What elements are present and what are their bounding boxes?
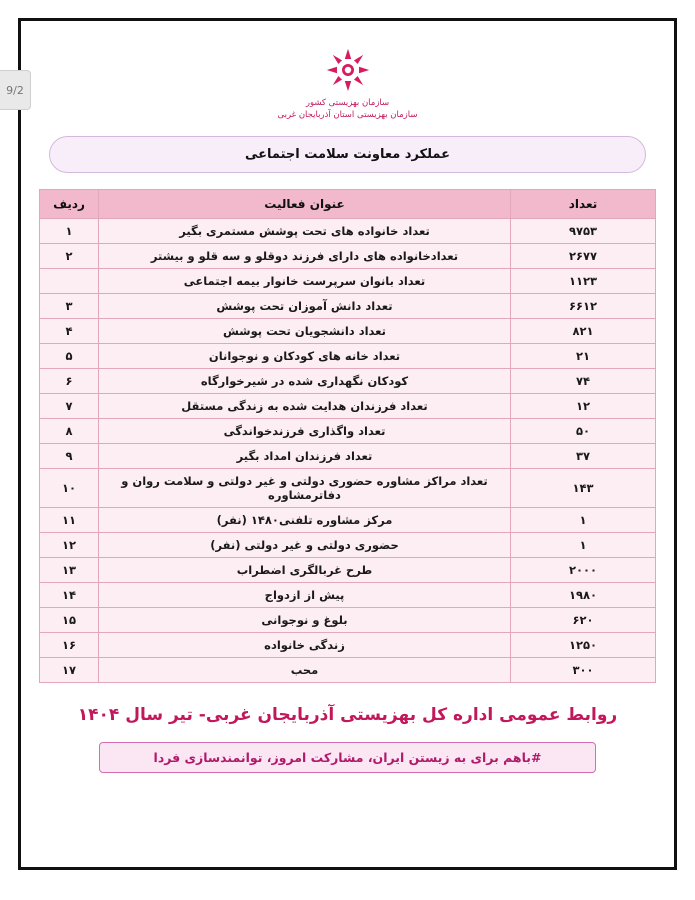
table-row: [40, 632, 656, 657]
cell-index: ۴: [40, 318, 99, 343]
document-sheet: [18, 18, 677, 870]
table-row: [40, 393, 656, 418]
cell-count: ۶۲۰: [511, 607, 656, 632]
cell-index: ۵: [40, 343, 99, 368]
cell-activity: محب: [99, 657, 511, 682]
cell-activity: تعدادخانواده های دارای فرزند دوقلو و سه قلو و بیشتر: [99, 243, 511, 268]
table-row: [40, 443, 656, 468]
cell-activity: تعداد واگذاری فرزندخواندگی: [99, 418, 511, 443]
cell-activity: پیش از ازدواج: [99, 582, 511, 607]
org-name-line2: سازمان بهزیستی استان آذربایجان غربی: [277, 110, 418, 121]
cell-count: ۱۲: [511, 393, 656, 418]
table-row: [40, 657, 656, 682]
table-row: [40, 607, 656, 632]
table-header-row: [40, 189, 656, 218]
cell-activity: تعداد خانه های کودکان و نوجوانان: [99, 343, 511, 368]
cell-activity: تعداد مراکز مشاوره حضوری دولتی و غیر دولتی و سلامت روان و دفاترمشاوره: [99, 468, 511, 507]
page-corner-tab: 9/2: [0, 70, 31, 110]
cell-index: ۱۴: [40, 582, 99, 607]
table-row: [40, 318, 656, 343]
table-row: [40, 557, 656, 582]
table-row: [40, 243, 656, 268]
cell-count: ۶۶۱۲: [511, 293, 656, 318]
cell-index: ۱۱: [40, 507, 99, 532]
table-row: [40, 293, 656, 318]
column-header-activity: عنوان فعالیت: [99, 189, 511, 218]
cell-activity: تعداد فرزندان هدایت شده به زندگی مستقل: [99, 393, 511, 418]
cell-index: ۲: [40, 243, 99, 268]
cell-count: ۱۲۵۰: [511, 632, 656, 657]
cell-count: ۱: [511, 532, 656, 557]
organization-header: [39, 47, 656, 122]
campaign-hashtag: #باهم برای به زیستن ایران، مشارکت امروز، توانمندسازی فردا: [99, 742, 596, 773]
cell-index: ۱۶: [40, 632, 99, 657]
cell-count: ۹۷۵۳: [511, 218, 656, 243]
cell-count: ۱۴۳: [511, 468, 656, 507]
cell-index: ۱۷: [40, 657, 99, 682]
cell-activity: تعداد فرزندان امداد بگیر: [99, 443, 511, 468]
table-header: [40, 189, 656, 218]
table-row: [40, 218, 656, 243]
column-header-count: تعداد: [511, 189, 656, 218]
table-row: [40, 343, 656, 368]
cell-index: ۱۵: [40, 607, 99, 632]
cell-count: ۲۰۰۰: [511, 557, 656, 582]
cell-count: ۱: [511, 507, 656, 532]
cell-index: ۱۲: [40, 532, 99, 557]
cell-index: ۳: [40, 293, 99, 318]
column-header-row: ردیف: [40, 189, 99, 218]
cell-count: ۳۷: [511, 443, 656, 468]
cell-activity: کودکان نگهداری شده در شیرخوارگاه: [99, 368, 511, 393]
cell-index: ۹: [40, 443, 99, 468]
cell-index: ۸: [40, 418, 99, 443]
cell-activity: تعداد خانواده های تحت پوشش مستمری بگیر: [99, 218, 511, 243]
cell-activity: بلوغ و نوجوانی: [99, 607, 511, 632]
cell-index: ۱۰: [40, 468, 99, 507]
performance-table: [39, 189, 656, 683]
table-row: [40, 268, 656, 293]
cell-activity: زندگی خانواده: [99, 632, 511, 657]
cell-activity: تعداد دانش آموزان تحت پوشش: [99, 293, 511, 318]
table-row: [40, 468, 656, 507]
org-name-line1: سازمان بهزیستی کشور: [305, 98, 390, 108]
table-row: [40, 368, 656, 393]
cell-activity: تعداد دانشجویان تحت پوشش: [99, 318, 511, 343]
cell-count: ۵۰: [511, 418, 656, 443]
table-row: [40, 582, 656, 607]
page-title: عملکرد معاونت سلامت اجتماعی: [49, 136, 646, 173]
bahzisti-sun-logo-icon: [325, 47, 371, 93]
cell-count: ۳۰۰: [511, 657, 656, 682]
cell-index: ۷: [40, 393, 99, 418]
cell-activity: طرح غربالگری اضطراب: [99, 557, 511, 582]
cell-index: ۱۳: [40, 557, 99, 582]
cell-activity: تعداد بانوان سرپرست خانوار بیمه اجتماعی: [99, 268, 511, 293]
cell-index: ۶: [40, 368, 99, 393]
cell-activity: حضوری دولتی و غیر دولتی (نفر): [99, 532, 511, 557]
cell-count: ۱۹۸۰: [511, 582, 656, 607]
table-body: [40, 218, 656, 682]
cell-count: ۲۱: [511, 343, 656, 368]
cell-activity: مرکز مشاوره تلفنی۱۴۸۰ (نفر): [99, 507, 511, 532]
table-row: [40, 532, 656, 557]
cell-count: ۸۲۱: [511, 318, 656, 343]
table-row: [40, 507, 656, 532]
cell-index: [40, 268, 99, 293]
cell-index: ۱: [40, 218, 99, 243]
cell-count: ۲۶۷۷: [511, 243, 656, 268]
public-relations-credit: روابط عمومی اداره کل بهزیستی آذربایجان غربی- تیر سال ۱۴۰۴: [77, 704, 618, 725]
table-row: [40, 418, 656, 443]
cell-count: ۷۴: [511, 368, 656, 393]
cell-count: ۱۱۲۳: [511, 268, 656, 293]
